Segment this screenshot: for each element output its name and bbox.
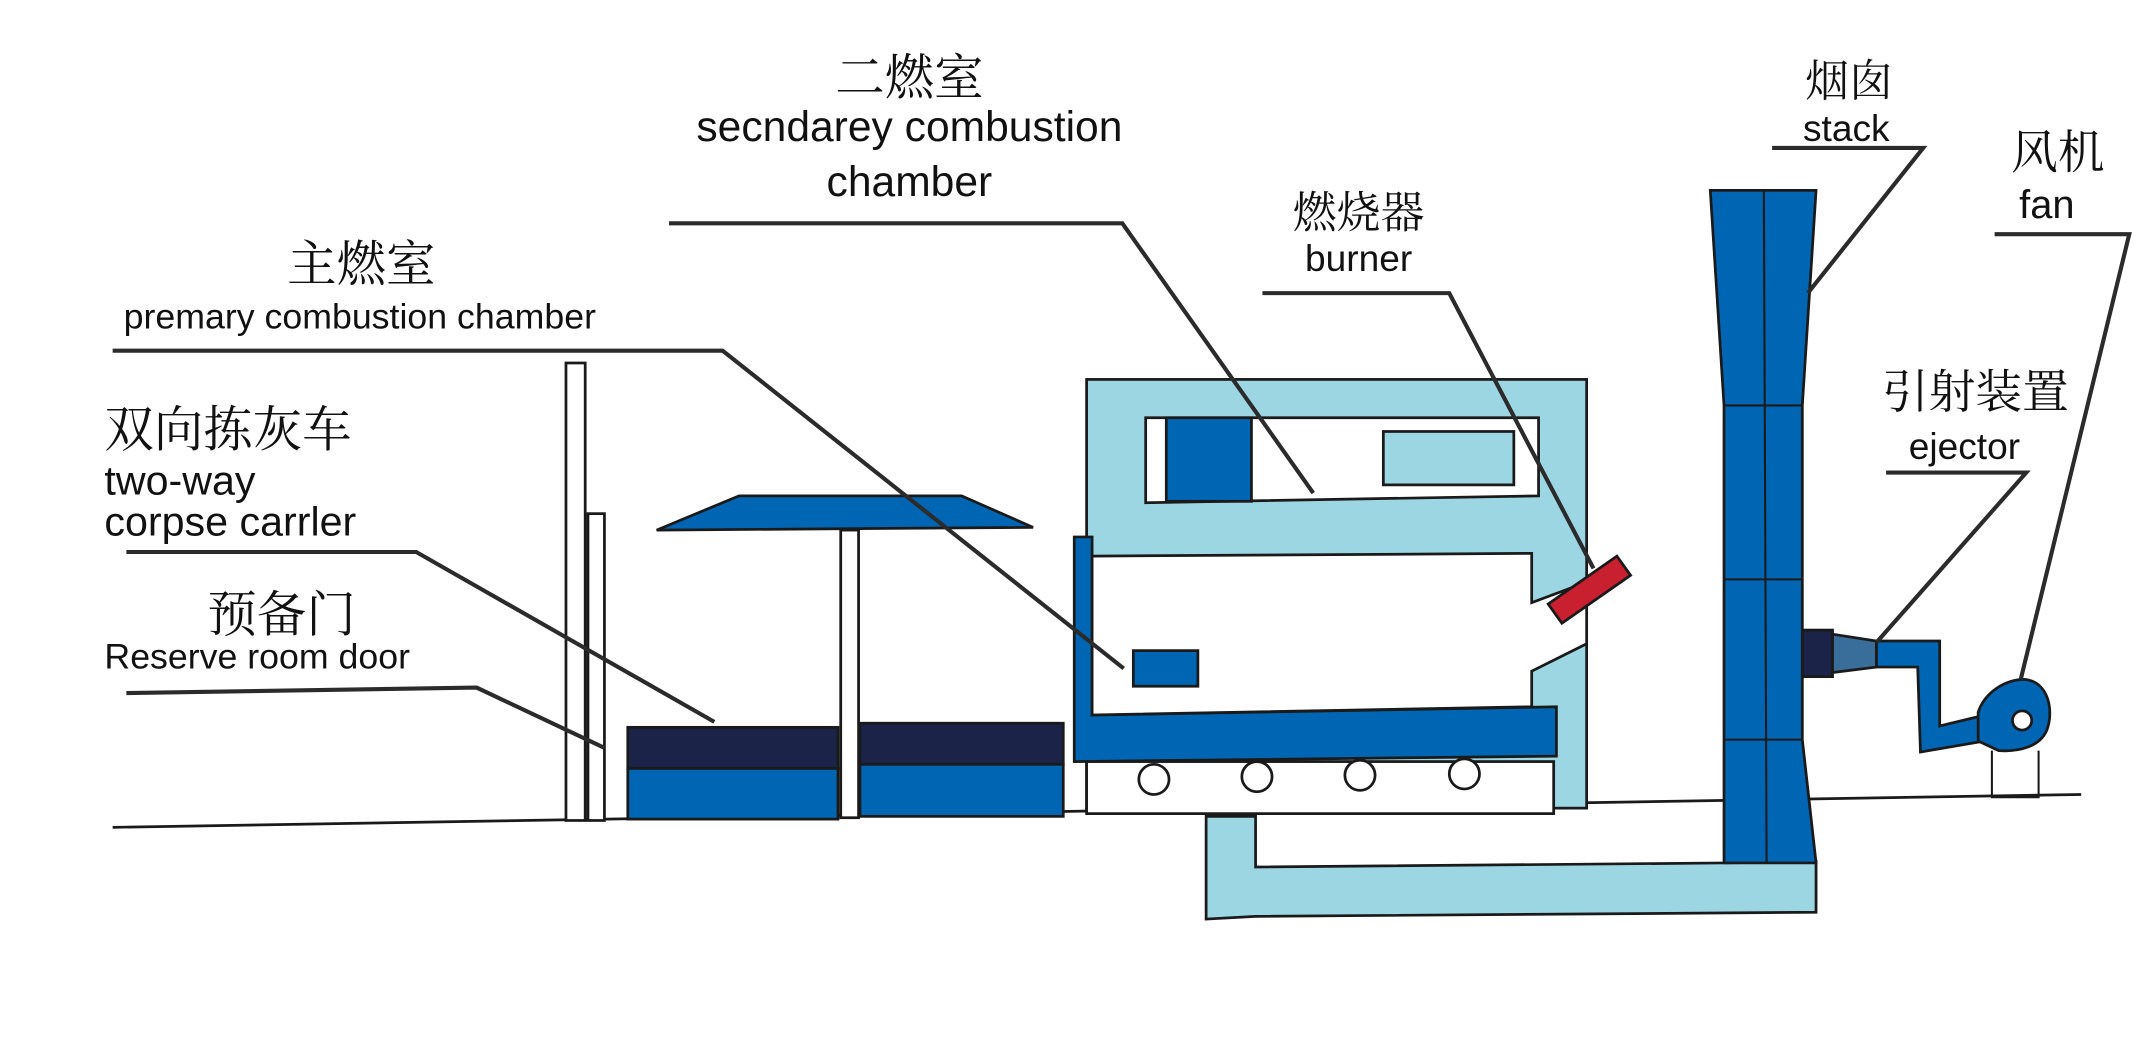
wheel-2 (1242, 762, 1272, 792)
primary-label-en: premary combustion chamber (123, 296, 596, 337)
reserve-door-post-short (588, 514, 604, 821)
door-label-zh: 预备门 (207, 585, 356, 644)
carrier-label-zh: 双向拣灰车 (104, 400, 352, 459)
burner-label-en: burner (1305, 237, 1413, 280)
fan-label-en: fan (2019, 182, 2075, 227)
ejector-cone (1833, 634, 1877, 672)
ejector-label-en: ejector (1908, 424, 2021, 467)
secondary-label-en-1: secndarey combustion (696, 104, 1123, 152)
wheel-3 (1345, 760, 1375, 790)
carrier-label-en-2: corpse carrler (104, 498, 357, 545)
fan-label-zh: 风机 (2011, 125, 2105, 180)
leader-door (126, 688, 604, 748)
fan-hub (2012, 711, 2031, 730)
primary-chamber-port (1133, 651, 1198, 687)
secondary-label-en-2: chamber (826, 158, 993, 206)
canopy-pole (841, 530, 859, 818)
primary-label-zh: 主燃室 (287, 234, 436, 293)
carrier-left-bottom (628, 768, 838, 819)
wheel-1 (1139, 764, 1169, 794)
reserve-door-post-tall (566, 363, 585, 820)
fan-duct (1876, 641, 1985, 752)
carrier-left-top (628, 727, 838, 768)
carrier-right-top (860, 723, 1063, 764)
stack (1710, 190, 1816, 863)
primary-chamber (1092, 553, 1587, 715)
ejector-label-zh: 引射装置 (1882, 365, 2069, 420)
door-label-en: Reserve room door (104, 636, 411, 677)
secondary-chamber-window (1383, 431, 1514, 484)
secondary-chamber-block (1166, 418, 1251, 502)
stack-label-zh: 烟囱 (1805, 55, 1893, 107)
stack-label-en: stack (1803, 107, 1890, 150)
leader-ejector (1876, 473, 2026, 643)
carrier-label-en-1: two-way (104, 457, 256, 504)
fan-stand (1992, 751, 2039, 798)
burner-label-zh: 燃烧器 (1292, 187, 1425, 239)
secondary-label-zh: 二燃室 (835, 48, 984, 107)
ejector-collar (1802, 630, 1832, 677)
carrier-right-bottom (860, 764, 1063, 816)
canopy-roof (657, 496, 1033, 530)
wheel-4 (1449, 759, 1479, 789)
